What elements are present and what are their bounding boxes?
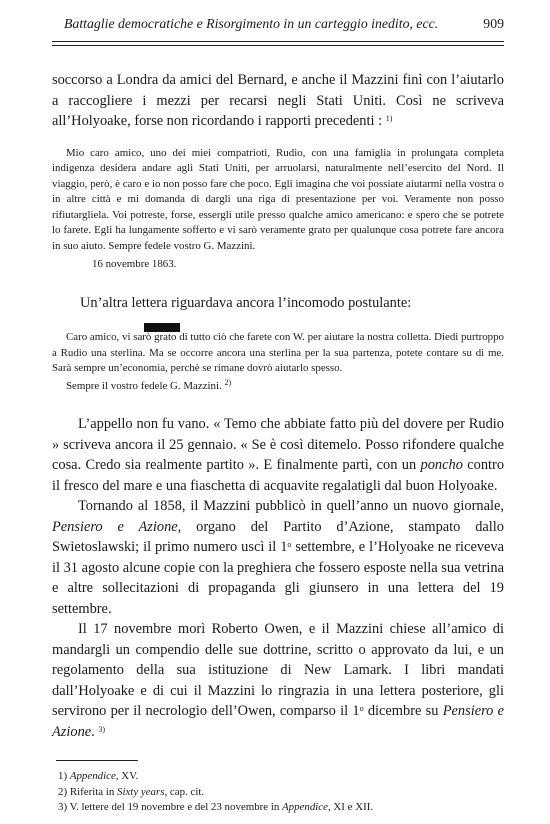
paragraph-1-text-a: L’appello non fu vano. « Temo che abbiate fatto più del dovere per Rudio » scriveva ancora il 25 gennaio. « Se è così ditemelo. Posso rifondere qualche cosa. Credo sia realmente partito ». E finalmente partì, con un <box>52 416 504 473</box>
footnote-3-number: 3) <box>58 801 68 813</box>
footnote-1-number: 1) <box>58 770 68 782</box>
paragraph-3 <box>52 619 504 742</box>
footnote-ref-3: 3) <box>98 724 106 734</box>
paragraph-3-italic: Pensiero e Azione <box>52 703 504 740</box>
letter-1-date: 16 novembre 1863. <box>92 258 177 270</box>
running-header <box>64 14 504 36</box>
paragraph-2-text-b: , organo del Partito d’Azione, stampato dallo Swietoslawski; il primo numero uscì il 1 <box>52 518 504 555</box>
letter-2-closing <box>52 379 504 395</box>
paragraph-3-text-b: dicembre su <box>367 703 439 719</box>
footnote-2-post: , cap. cit. <box>164 785 205 798</box>
footnotes <box>52 769 504 816</box>
letter-2 <box>52 323 504 394</box>
letter-2-closing-text: Sempre il vostro fedele G. Mazzini. <box>66 379 222 392</box>
letter-1 <box>52 146 504 273</box>
footnote-3-pre: V. lettere del 19 novembre e del 23 novembre in <box>69 801 283 813</box>
footnote-ref-1: 1) <box>385 114 393 123</box>
paragraph-1-italic: poncho <box>420 457 463 473</box>
header-rule-top <box>52 41 504 42</box>
page-number: 909 <box>483 16 504 31</box>
paragraph-2-ordinal: o <box>287 540 292 549</box>
paragraph-3-ordinal: o <box>359 704 364 713</box>
header-rule-bottom <box>52 45 504 46</box>
paragraph-3-text-c: . <box>91 723 95 740</box>
footnote-3-post: , XI e XII. <box>327 801 374 813</box>
footnote-2-pre: Riferita in <box>69 785 117 798</box>
paragraph-2 <box>52 496 504 619</box>
footnote-1-italic: Appendice <box>69 770 116 782</box>
paragraph-2-italic: Pensiero e Azione <box>52 518 178 535</box>
paragraph-1-text-b: contro il fresco del mare e una fiaschetta di acquavite regalatigli dal buon Holyoake. <box>52 457 505 494</box>
footnote-1 <box>58 769 504 785</box>
paragraph-2-text-c: settembre, e l’Holyoake ne riceveva il 31 agosto alcune copie con la preghiera che fossero esposte nella sua vetrina e altre sollecitazioni di propaganda gli giunsero in una lettera del 19 settembre. <box>52 539 504 617</box>
paragraph-3-text-a: Il 17 novembre morì Roberto Owen, e il Mazzini chiese all’amico di mandargli un compendio delle sue dottrine, scritto o approvato da lui, e un regolamento della sua istituzione di New Lamark. I libri mandati dall’Holyoake e di cui il Mazzini lo ringrazia in una lettera posteriore, gli servirono per il necrologio dell’Owen, comparso il 1 <box>52 621 504 719</box>
letter-2-body: Caro amico, vi sarò grato di tutto ciò che farete con W. per aiutare la nostra colletta. Diedi purtroppo a Rudio una sterlina. Ma se occorre ancora una sterlina per la sua partenza, potete contare su di me. Sarà sempre un’economia, perchè se rimane dovrò aiutarlo spesso. <box>52 331 504 374</box>
footnote-2-number: 2) <box>58 785 68 798</box>
footnote-1-post: , XV. <box>115 770 139 782</box>
running-title: Battaglie democratiche e Risorgimento in un carteggio inedito, ecc. <box>64 16 439 31</box>
intro-text: soccorso a Londra da amici del Bernard, e anche il Mazzini finì con l’aiutarlo a raccogliere i mezzi per recarsi negli Stati Uniti. Così ne scriveva all’Holyoake, forse non ricordando i rapporti precedenti : <box>52 72 504 129</box>
footnote-2 <box>58 785 504 801</box>
footnote-ref-2: 2) <box>224 377 232 387</box>
footnote-3 <box>58 800 504 816</box>
footnote-rule <box>56 760 138 761</box>
transition-line: Un’altra lettera riguardava ancora l’incomodo postulante: <box>80 294 412 311</box>
paragraph-2-text-a: Tornando al 1858, il Mazzini pubblicò in quell’anno un nuovo giornale, <box>78 498 504 514</box>
intro-paragraph <box>52 70 504 132</box>
letter-1-body: Mio caro amico, uno dei miei compatrioti, Rudio, con una famiglia in prolungata completa indigenza desidera andare agli Stati Uniti, per arruolarsi, naturalmente nell’esercito del Nord. Il viaggio, però, è caro e io non posso fare che poco. Egli imagina che voi possiate aiutarmi nella vostra o in altre città e mi domanda di dargli una riga di presentazione per voi. Veramente non posso rifiutargliela. Voi potreste, forse, essergli utile presso qualche amico americano: e spero che se potrete lo farete. Egli ha lungamente sofferto e vi sarò veramente grato per qualunque cosa potrete fare ancora in suo aiuto. Sempre fedele vostro G. Mazzini. <box>52 146 504 252</box>
page-body <box>52 70 504 816</box>
footnote-2-italic: Sixty years <box>117 785 165 798</box>
paragraph-1 <box>52 414 504 496</box>
footnote-3-italic: Appendice <box>282 801 328 813</box>
